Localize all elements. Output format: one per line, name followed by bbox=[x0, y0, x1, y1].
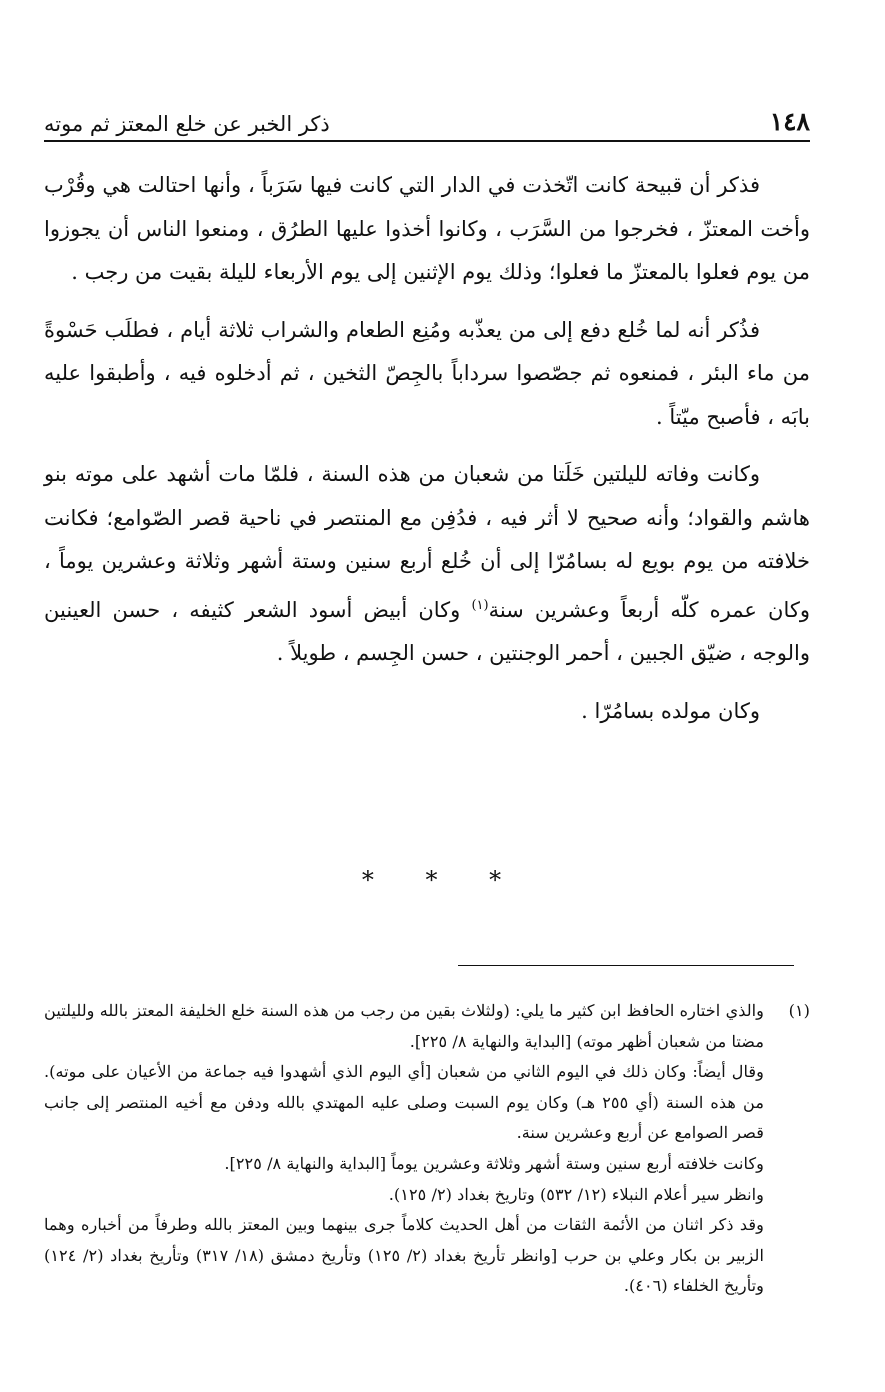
footnote-line: وقد ذكر اثنان من الأئمة الثقات من أهل الحديث كلاماً جرى بينهما وبين المعتز بالله وطرفاً من أخباره وهما الزبير بن بكار وعلي بن حرب [وانظر تأريخ بغداد (٢/ ١٢٥) وتأريخ دمشق (١٨/ ٣١٧) وتأريخ بغداد (٢/ ١٢٤) وتأريخ الخلفاء (٤٠٦). bbox=[44, 1215, 764, 1296]
section-separator: * * * bbox=[361, 866, 524, 894]
paragraph-3-text: وكانت وفاته لليلتين خَلَتا من شعبان من هذه السنة ، فلمّا مات أشهد على موته بنو هاشم والقواد؛ وأنه صحيح لا أثر فيه ، فدُفِن مع المنتصر في ناحية قصر الصّوامع؛ فكانت خلافته من يوم بويع له بسامُرّا إلى أن خُلع أربع سنين وستة أشهر وثلاثة وعشرين يوماً ، وكان عمره كلّه أربعاً وعشرين سنة bbox=[44, 462, 811, 622]
footnote-line: وانظر سير أعلام النبلاء (١٢/ ٥٣٢) وتاريخ بغداد (٢/ ١٢٥). bbox=[388, 1184, 764, 1204]
main-text bbox=[44, 164, 810, 747]
footnote-number: (١) bbox=[788, 1001, 810, 1020]
footnote-rule bbox=[458, 965, 794, 966]
paragraph-4: وكان مولده بسامُرّا . bbox=[581, 698, 760, 723]
footnote-body bbox=[44, 996, 764, 1302]
paragraph-3-continuation: وكان أبيض أسود الشعر كثيفه ، حسن العينين والوجه ، ضيّق الجبين ، أحمر الوجنتين ، حسن الجِسم ، طويلاً . bbox=[44, 597, 810, 665]
running-header bbox=[44, 96, 810, 136]
running-title: ذكر الخبر عن خلع المعتز ثم موته bbox=[44, 112, 330, 136]
page-number: ١٤٨ bbox=[769, 107, 810, 136]
paragraph-2: فذُكر أنه لما خُلع دفع إلى من يعذّبه ومُنِع الطعام والشراب ثلاثة أيام ، فطلَب حَسْوةً من ماء البئر ، فمنعوه ثم جصّصوا سرداباً بالجِصّ الثخين ، ثم أدخلوه فيه ، وأطبقوا عليه بابَه ، فأصبح ميّتاً . bbox=[44, 317, 810, 429]
paragraph-3 bbox=[44, 453, 810, 676]
footnotes bbox=[44, 996, 810, 1302]
header-rule bbox=[44, 140, 810, 142]
paragraph-1: فذكر أن قبيحة كانت اتّخذت في الدار التي كانت فيها سَرَباً ، وأنها احتالت هي وقُرْب وأخت المعتزّ ، فخرجوا من السَّرَب ، وكانوا أخذوا عليها الطرُق ، ومنعوا الناس أن يجوزوا من يوم فعلوا بالمعتزّ ما فعلوا؛ وذلك يوم الإثنين إلى يوم الأربعاء لليلة بقيت من رجب . bbox=[44, 173, 810, 284]
footnote-line: وكانت خلافته أربع سنين وستة أشهر وثلاثة وعشرين يوماً [البداية والنهاية ٨/ ٢٢٥]. bbox=[224, 1153, 764, 1173]
footnote-1 bbox=[44, 996, 810, 1302]
footnote-line: والذي اختاره الحافظ ابن كثير ما يلي: (ولثلاث بقين من رجب من هذه السنة خلع الخليفة المعتز بالله ولليلتين مضتا من شعبان أظهر موته) [البداية والنهاية ٨/ ٢٢٥]. bbox=[44, 1001, 764, 1051]
footnote-line: وقال أيضاً: وكان ذلك في اليوم الثاني من شعبان [أي اليوم الذي أشهدوا فيه جماعة من الأعيان على موته). من هذه السنة (أي ٢٥٥ هـ) وكان يوم السبت وصلى عليه المهتدي بالله ودفن مع أخيه المنتصر إلى جانب قصر الصوامع عن أربع وعشرين سنة. bbox=[44, 1062, 764, 1143]
footnote-reference[interactable]: (١) bbox=[471, 597, 489, 613]
